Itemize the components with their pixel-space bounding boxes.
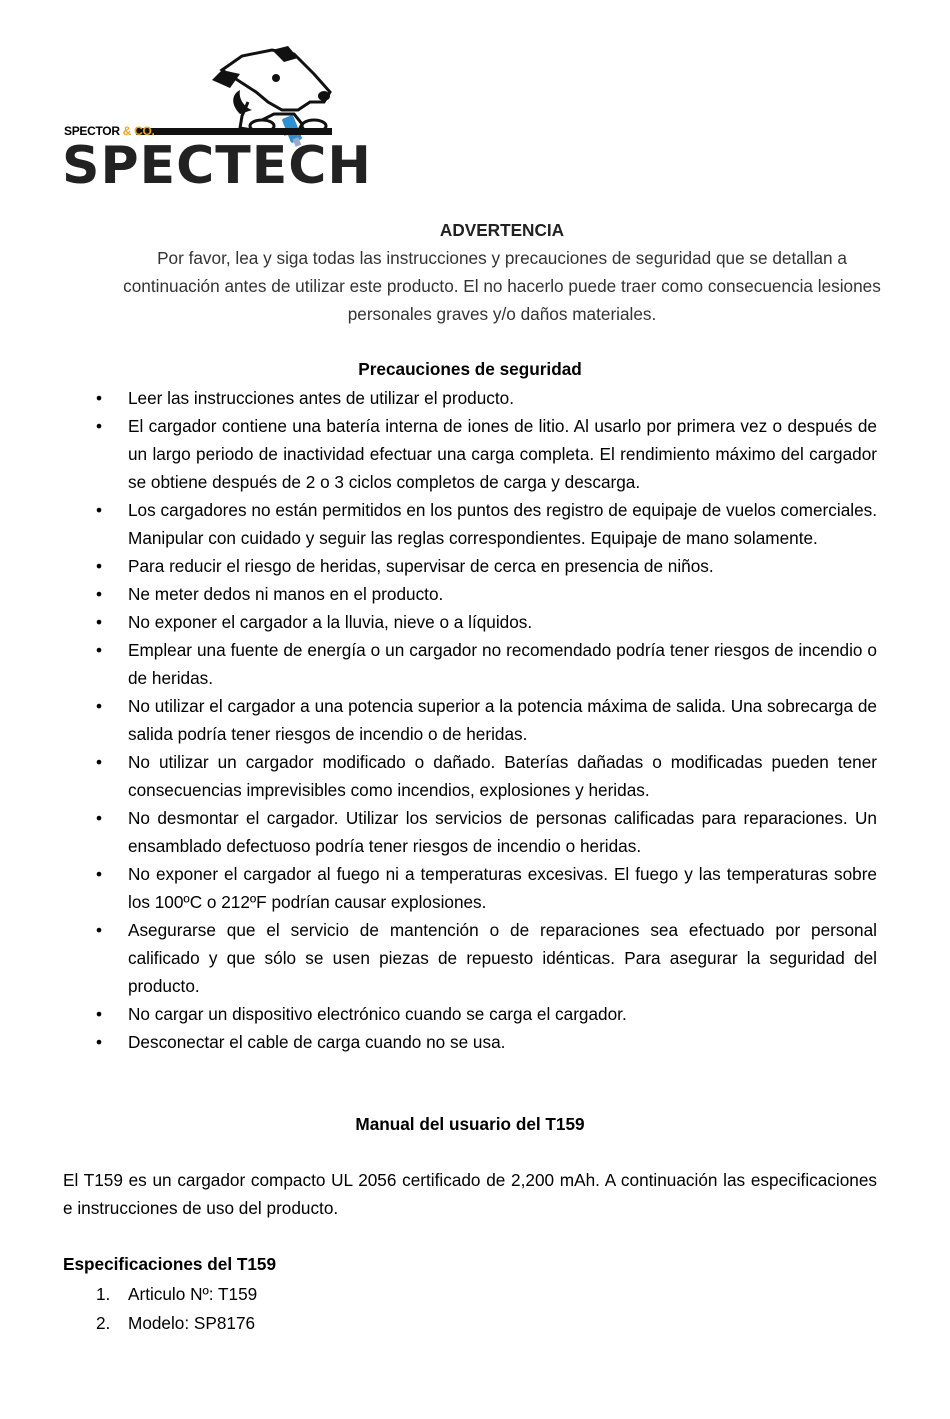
list-item: • No utilizar el cargador a una potencia superior a la potencia máxima de salida. Una sobrecarga de salida podría tener riesgos de incendio o de heridas. [63,692,877,748]
list-item: • No cargar un dispositivo electrónico cuando se carga el cargador. [63,1000,877,1028]
list-item: • Ne meter dedos ni manos en el producto. [63,580,877,608]
manual-title: Manual del usuario del T159 [355,1114,585,1134]
list-item [63,1280,877,1309]
list-text: Articulo Nº: T159 [128,1284,258,1304]
list-item: • No exponer el cargador a la lluvia, nieve o a líquidos. [63,608,877,636]
specs-list [63,1280,877,1338]
safety-title: Precauciones de seguridad [358,359,582,379]
manual-intro: El T159 es un cargador compacto UL 2056 certificado de 2,200 mAh. A continuación las especificaciones e instrucciones de uso del producto. [63,1170,877,1218]
list-item: • Desconectar el cable de carga cuando no se usa. [63,1028,877,1056]
list-item [63,1309,877,1338]
warning-body: Por favor, lea y siga todas las instrucciones y precauciones de seguridad que se detallan a continuación antes de utilizar este producto. El no hacerlo puede traer como consecuencia lesiones personales graves y/o daños materiales. [123,248,881,324]
list-item: • No desmontar el cargador. Utilizar los servicios de personas calificadas para reparaciones. Un ensamblado defectuoso podría tener riesgos de incendio o heridas. [63,804,877,860]
warning-section [120,216,884,328]
list-text: Modelo: SP8176 [128,1313,256,1333]
list-item: • Emplear una fuente de energía o un cargador no recomendado podría tener riesgos de incendio o de heridas. [63,636,877,692]
safety-list [63,384,877,1056]
list-number: 2. [96,1313,111,1333]
list-number: 1. [96,1284,111,1304]
list-item: • No utilizar un cargador modificado o dañado. Baterías dañadas o modificadas pueden tener consecuencias imprevisibles como incendios, explosiones y heridas. [63,748,877,804]
brand-logo-text: SPECTECH [62,136,372,196]
list-item: • Asegurarse que el servicio de mantención o de reparaciones sea efectuado por personal calificado y que sólo se usen piezas de repuesto idénticas. Para asegurar la seguridad del producto. [63,916,877,1000]
brand-small-name: SPECTOR & CO. [64,124,155,138]
list-item: • El cargador contiene una batería interna de iones de litio. Al usarlo por primera vez o después de un largo periodo de inactividad efectuar una carga completa. El rendimiento máximo del cargador se obtiene después de 2 o 3 ciclos completos de carga y descarga. [63,412,877,496]
list-item: • Leer las instrucciones antes de utilizar el producto. [63,384,877,412]
list-item: • Los cargadores no están permitidos en los puntos des registro de equipaje de vuelos comerciales. Manipular con cuidado y seguir las reglas correspondientes. Equipaje de mano solamente. [63,496,877,552]
specs-title: Especificaciones del T159 [63,1254,277,1274]
list-item: • Para reducir el riesgo de heridas, supervisar de cerca en presencia de niños. [63,552,877,580]
list-item: • No exponer el cargador al fuego ni a temperaturas excesivas. El fuego y las temperaturas sobre los 100ºC o 212ºF podrían causar explosiones. [63,860,877,916]
warning-title: ADVERTENCIA [439,220,565,240]
